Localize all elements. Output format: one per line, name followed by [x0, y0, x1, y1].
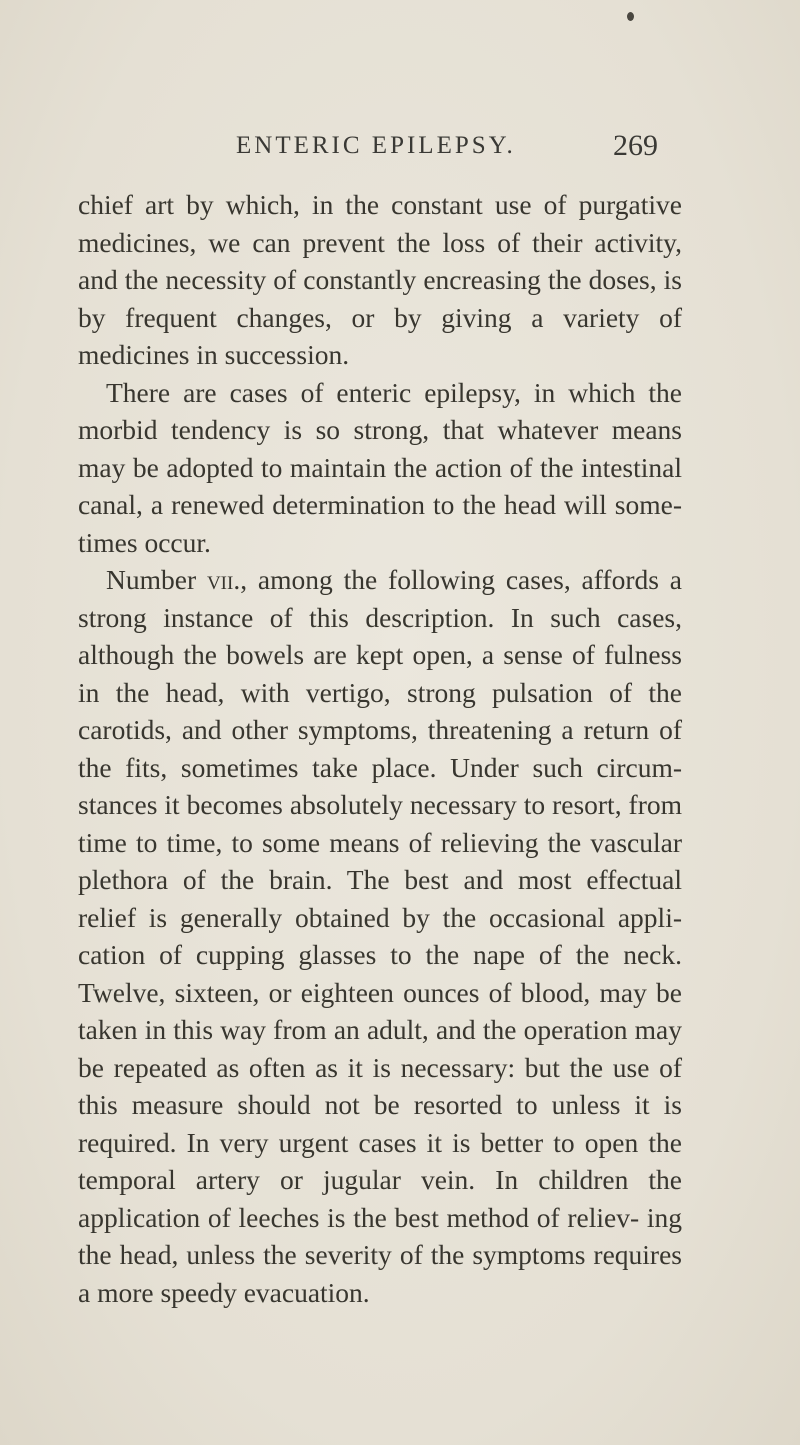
- paragraph-3-start: Number: [106, 564, 207, 595]
- paragraph-1: chief art by which, in the constant use of purgative medicines, we can prevent the loss of their activity, and the necessity of constantly encreasing the doses, is by frequent changes, or by giving a variety of medicines in succession.: [78, 189, 682, 370]
- paragraph-3: [78, 561, 682, 1311]
- paragraph-2: There are cases of enteric epilepsy, in which the morbid tendency is so strong, that whatever means may be adopted to maintain the action of the intestinal canal, a renewed determination to the head will some- times occur.: [78, 376, 682, 558]
- paragraph-3-rest: , among the following cases, affords a strong instance of this description. In such cases, although the bowels are kept open, a sense of fulness in the head, with vertigo, strong pulsation of the carotids, and other symptoms, threatening a return of the fits, sometimes take place. Under such circum- stances it becomes absolutely necessary to resort, from time to time, to some means of relieving the vascular plethora of the brain. The best and most effectual relief is generally obtained by the occasional appli- cation of cupping glasses to the nape of the neck. Twelve, sixteen, or eighteen ounces of blood, may be taken in this way from an adult, and the operation may be repeated as often as it is necessary: but the use of this measure should not be resorted to unless it is required. In very urgent cases it is better to open the temporal artery or jugular vein. In children the application of leeches is the best method of reliev- ing the head, unless the severity of the symptoms requires a more speedy evacuation.: [78, 564, 682, 1308]
- running-head: ENTERIC EPILEPSY.: [236, 132, 516, 159]
- case-numeral: vii.: [206, 564, 241, 595]
- ink-spot: [627, 12, 634, 21]
- page-header: [0, 129, 800, 172]
- body-text: [78, 186, 682, 1311]
- page-number: 269: [613, 129, 658, 162]
